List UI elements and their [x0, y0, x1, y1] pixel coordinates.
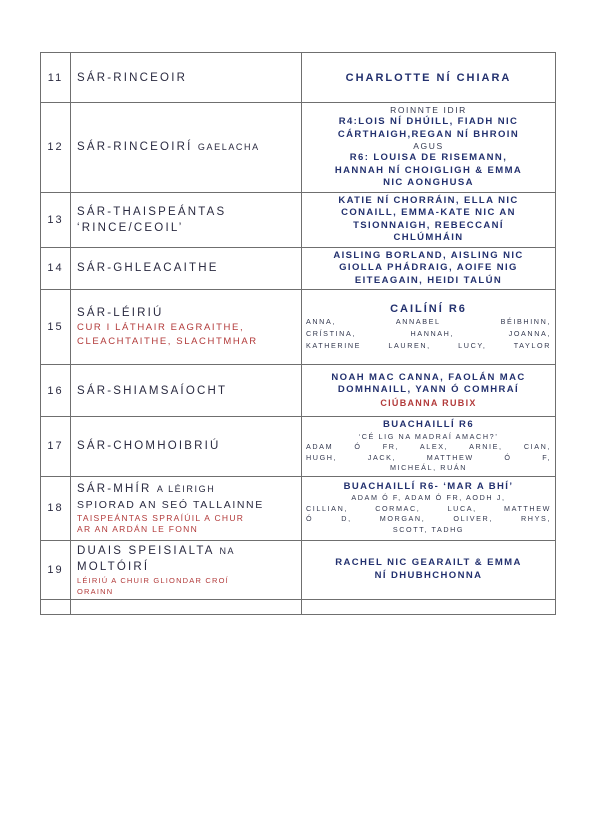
winner-title: CAILÍNÍ R6: [390, 303, 467, 315]
winner-act-title: CIÚBANNA RUBIX: [380, 397, 477, 408]
winner-and: AGUS: [413, 141, 444, 151]
category-description: AR AN ARDÁN LE FONN: [77, 524, 199, 534]
category-title: SÁR-THAISPEÁNTAS: [77, 205, 227, 218]
winner-line: RACHEL NIC GEARAILT & EMMA: [335, 557, 522, 568]
table-row: [41, 247, 556, 290]
winner-intro: ROINNTE IDIR: [390, 105, 467, 115]
winner-line: ANNA, ANNABEL BÉIBHINN,: [306, 317, 551, 326]
row-number: 14: [41, 247, 71, 290]
category-title-suffix: GAELACHA: [197, 142, 260, 153]
row-number: 17: [41, 417, 71, 477]
winner-line: SCOTT, TADHG: [392, 524, 465, 534]
category-title: MOLTÓIRÍ: [77, 560, 150, 573]
winner-line: GIOLLA PHÁDRAIG, AOIFE NIG: [339, 262, 518, 273]
row-number: 19: [41, 540, 71, 599]
category-title: SPIORAD AN SEÓ TALLAINNE: [77, 499, 264, 511]
table-row: [41, 417, 556, 477]
category-title: SÁR-LÉIRIÚ: [77, 307, 164, 319]
row-number: 16: [41, 365, 71, 417]
category-title: [77, 481, 296, 497]
category-cell: [71, 365, 302, 417]
row-number: 18: [41, 476, 71, 540]
category-title-main: DUAIS SPEISIALTA: [77, 544, 215, 557]
winner-cell: [302, 365, 556, 417]
table-row: [41, 192, 556, 247]
winner-line: MICHEÁL, RUÁN: [389, 463, 468, 472]
winner-title: BUACHAILLÍ R6- ‘MAR A BHÍ’: [343, 480, 514, 492]
category-cell: [71, 290, 302, 365]
category-description: ORAINN: [77, 586, 114, 596]
category-title: SÁR-CHOMHOIBRIÚ: [77, 440, 221, 453]
winner-cell: [302, 192, 556, 247]
winner-line: NOAH MAC CANNA, FAOLÁN MAC: [331, 371, 526, 383]
winner-line: DOMHNAILL, YANN Ó COMHRAÍ: [337, 384, 520, 395]
winner-line: R6: LOUISA DE RISEMANN,: [349, 152, 508, 163]
awards-table: [40, 52, 556, 615]
winner-line: HANNAH NÍ CHOIGLIGH & EMMA: [334, 164, 523, 176]
category-cell: [71, 247, 302, 290]
category-cell: [71, 53, 302, 103]
category-cell: [71, 540, 302, 599]
empty-cell: [71, 599, 302, 614]
row-number: 11: [41, 53, 71, 103]
empty-cell: [302, 599, 556, 614]
winner-cell: [302, 247, 556, 290]
winner-line: TSIONNAIGH, REBECCANÍ: [353, 219, 504, 231]
category-title: SÁR-RINCEOIR: [77, 71, 188, 84]
winner-line: ADAM Ó F, ADAM Ó FR, AODH J,: [351, 493, 506, 503]
winner-line: ADAM Ó FR, ALEX, ARNIE, CIAN,: [306, 442, 551, 451]
table-row: [41, 103, 556, 193]
winner-cell: [302, 417, 556, 477]
row-number: 13: [41, 192, 71, 247]
winner-line: CILLIAN, CORMAC, LUCA, MATTHEW: [306, 503, 551, 513]
table-row: [41, 540, 556, 599]
winner-line: R4:LOIS NÍ DHÚILL, FIADH NIC: [338, 116, 519, 127]
category-title-suffix: NA: [219, 545, 236, 556]
table-row: [41, 53, 556, 103]
winner-line: AISLING BORLAND, AISLING NIC: [333, 249, 524, 261]
winner-line: CÁRTHAIGH,REGAN NÍ BHROIN: [337, 128, 520, 140]
category-description: LÉIRIÚ A CHUIR GLIONDAR CROÍ: [77, 575, 229, 585]
category-description: TAISPEÁNTAS SPRAÍÚIL A CHUR: [77, 513, 245, 523]
winner-line: KATIE NÍ CHORRÁIN, ELLA NIC: [338, 194, 519, 206]
row-number: 12: [41, 103, 71, 193]
winner-line: NIC AONGHUSA: [383, 177, 474, 188]
winner-line: EITEAGAIN, HEIDI TALÚN: [354, 274, 503, 286]
table-row: [41, 476, 556, 540]
winner-line: ‘CÉ LIG NA MADRAÍ AMACH?’: [358, 431, 499, 441]
category-title-main: SÁR-MHÍR: [77, 483, 152, 495]
empty-cell: [41, 599, 71, 614]
winner-cell: [302, 103, 556, 193]
winner-cell: [302, 476, 556, 540]
winner-line: Ó D, MORGAN, OLIVER, RHYS,: [306, 514, 551, 524]
table-row: [41, 290, 556, 365]
category-title: [77, 543, 296, 559]
category-title-main: SÁR-RINCEOIRÍ: [77, 141, 193, 154]
category-cell: [71, 417, 302, 477]
winner-line: CHLÚMHÁIN: [393, 232, 464, 243]
category-title: [77, 139, 296, 155]
winner-cell: [302, 540, 556, 599]
winner-cell: [302, 290, 556, 365]
category-title-suffix: A LÉIRIGH: [156, 484, 216, 494]
winner-title: BUACHAILLÍ R6: [382, 419, 475, 430]
category-cell: [71, 103, 302, 193]
category-description: CUR I LÁTHAIR EAGRAITHE,: [77, 322, 245, 333]
winner-line: CONAILL, EMMA-KATE NIC AN: [341, 207, 516, 218]
category-title: ‘RINCE/CEOIL’: [77, 221, 184, 234]
category-title: SÁR-SHIAMSAÍOCHT: [77, 384, 228, 397]
category-title: SÁR-GHLEACAITHE: [77, 262, 219, 275]
row-number: 15: [41, 290, 71, 365]
category-cell: [71, 192, 302, 247]
winner-line: NÍ DHUBHCHONNA: [374, 569, 483, 581]
winner-cell: [302, 53, 556, 103]
winner-line: CRÍSTINA, HANNAH, JOANNA,: [306, 329, 551, 338]
empty-row: [41, 599, 556, 614]
category-description: CLEACHTAITHE, SLACHTMHAR: [77, 336, 258, 347]
table-row: [41, 365, 556, 417]
category-cell: [71, 476, 302, 540]
winner-name: CHARLOTTE NÍ CHIARA: [345, 71, 512, 84]
winner-line: KATHERINE LAUREN, LUCY, TAYLOR: [306, 341, 551, 350]
winner-line: HUGH, JACK, MATTHEW Ó F,: [306, 452, 551, 462]
